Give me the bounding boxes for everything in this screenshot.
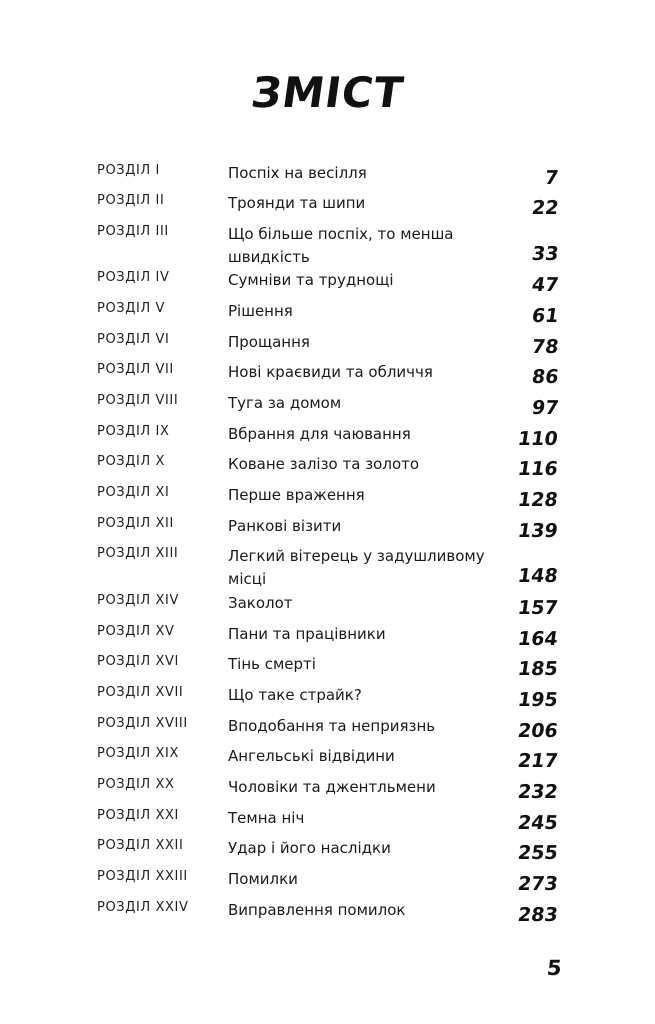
chapter-title: Туга за домом: [228, 394, 342, 412]
page-number: 5: [546, 956, 564, 980]
chapter-title: Темна ніч: [228, 809, 305, 827]
chapter-title: Що більше поспіх, то менша швидкість: [228, 225, 454, 266]
chapter-page-number: 273: [516, 873, 560, 895]
chapter-page-number: 232: [516, 781, 560, 803]
chapter-label: РОЗДІЛ I: [97, 163, 160, 178]
chapter-label: РОЗДІЛ V: [97, 301, 165, 316]
chapter-title: Поспіх на весілля: [228, 164, 367, 182]
chapter-label: РОЗДІЛ XVI: [97, 654, 179, 669]
chapter-label: РОЗДІЛ XXII: [97, 838, 184, 853]
chapter-title: Помилки: [228, 870, 298, 888]
chapter-title: Виправлення помилок: [228, 901, 406, 919]
chapter-title: Тінь смерті: [228, 655, 316, 673]
chapter-label: РОЗДІЛ XIII: [97, 546, 179, 561]
chapter-title: Пани та працівники: [228, 625, 386, 643]
chapter-label: РОЗДІЛ VII: [97, 362, 174, 377]
chapter-label: РОЗДІЛ XVIII: [97, 716, 188, 731]
chapter-label: РОЗДІЛ XVII: [97, 685, 184, 700]
chapter-page-number: 148: [516, 565, 560, 587]
chapter-title: Нові краєвиди та обличчя: [228, 363, 433, 381]
chapter-label: РОЗДІЛ XX: [97, 777, 175, 792]
chapter-title: Легкий вітерець у задушливому місці: [228, 547, 485, 588]
chapter-page-number: 195: [516, 689, 560, 711]
chapter-page-number: 110: [516, 428, 560, 450]
chapter-label: РОЗДІЛ XXIV: [97, 900, 189, 915]
chapter-label: РОЗДІЛ III: [97, 224, 169, 239]
chapter-page-number: 7: [543, 167, 560, 189]
chapter-title: Прощання: [228, 333, 310, 351]
page-title: ЗМІСТ: [248, 68, 407, 117]
chapter-page-number: 139: [516, 520, 560, 542]
chapter-label: РОЗДІЛ II: [97, 193, 165, 208]
chapter-page-number: 164: [516, 628, 560, 650]
chapter-label: РОЗДІЛ XIV: [97, 593, 179, 608]
chapter-title: Що таке страйк?: [228, 686, 362, 704]
chapter-page-number: 157: [516, 597, 560, 619]
chapter-page-number: 86: [530, 366, 560, 388]
chapter-label: РОЗДІЛ XV: [97, 624, 175, 639]
chapter-label: РОЗДІЛ VI: [97, 332, 170, 347]
chapter-page-number: 22: [530, 197, 560, 219]
chapter-label: РОЗДІЛ X: [97, 454, 166, 469]
chapter-title: Удар і його наслідки: [228, 839, 391, 857]
chapter-title: Рішення: [228, 302, 293, 320]
chapter-title: Коване залізо та золото: [228, 455, 420, 473]
chapter-title: Перше враження: [228, 486, 365, 504]
chapter-label: РОЗДІЛ XXI: [97, 808, 179, 823]
chapter-title: Ранкові візити: [228, 517, 342, 535]
chapter-title: Вбрання для чаювання: [228, 425, 411, 443]
chapter-page-number: 61: [530, 305, 560, 327]
chapter-page-number: 78: [530, 336, 560, 358]
chapter-page-number: 217: [516, 750, 560, 772]
chapter-label: РОЗДІЛ VIII: [97, 393, 179, 408]
chapter-label: РОЗДІЛ XI: [97, 485, 170, 500]
chapter-title: Чоловіки та джентльмени: [228, 778, 436, 796]
chapter-title: Ангельські відвідини: [228, 747, 395, 765]
chapter-page-number: 283: [516, 904, 560, 926]
chapter-page-number: 116: [516, 458, 560, 480]
chapter-page-number: 128: [516, 489, 560, 511]
chapter-page-number: 255: [516, 842, 560, 864]
chapter-label: РОЗДІЛ XIX: [97, 746, 179, 761]
chapter-page-number: 206: [516, 720, 560, 742]
chapter-label: РОЗДІЛ IV: [97, 270, 170, 285]
chapter-label: РОЗДІЛ XII: [97, 516, 174, 531]
chapter-title: Вподобання та неприязнь: [228, 717, 436, 735]
chapter-page-number: 47: [530, 274, 560, 296]
chapter-page-number: 185: [516, 658, 560, 680]
chapter-title: Сумніви та труднощі: [228, 271, 394, 289]
chapter-page-number: 33: [530, 243, 560, 265]
chapter-title: Троянди та шипи: [228, 194, 366, 212]
chapter-label: РОЗДІЛ IX: [97, 424, 170, 439]
chapter-label: РОЗДІЛ XXIII: [97, 869, 188, 884]
chapter-title: Заколот: [228, 594, 293, 612]
chapter-page-number: 97: [530, 397, 560, 419]
chapter-page-number: 245: [516, 812, 560, 834]
